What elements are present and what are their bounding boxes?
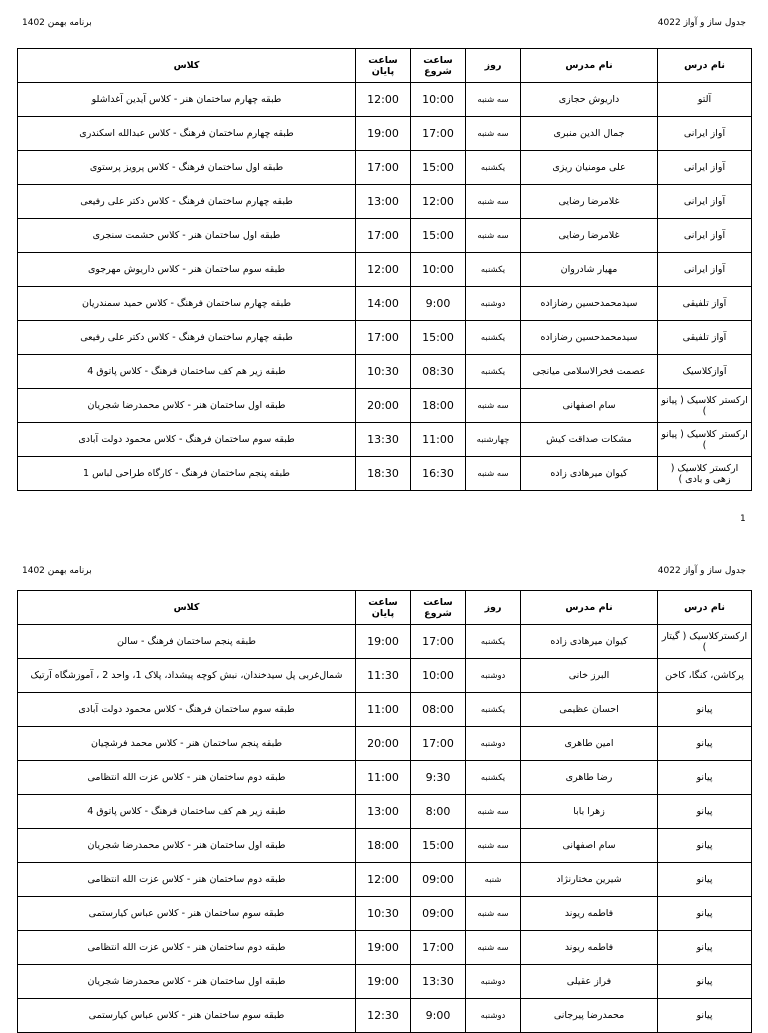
cell-start-time: 08:00 [411,693,466,727]
cell-teacher: غلامرضا رضایی [521,219,658,253]
col-header-course: نام درس [658,591,752,625]
cell-end-time: 19:00 [356,931,411,965]
cell-day: دوشنبه [466,287,521,321]
cell-start-time: 11:00 [411,423,466,457]
cell-start-time: 17:00 [411,117,466,151]
cell-teacher: سام اصفهانی [521,389,658,423]
cell-end-time: 18:30 [356,457,411,491]
table-row [18,185,752,219]
cell-class-location: طبقه سوم ساختمان هنر - کلاس عباس کیارستمی [18,999,356,1033]
cell-day: سه شنبه [466,931,521,965]
table-row [18,999,752,1033]
cell-teacher: فاطمه ریوند [521,931,658,965]
cell-teacher: کیوان میرهادی زاده [521,625,658,659]
cell-end-time: 10:30 [356,897,411,931]
table-row [18,829,752,863]
cell-teacher: غلامرضا رضایی [521,185,658,219]
cell-course: پیانو [658,829,752,863]
table-row [18,253,752,287]
cell-start-time: 17:00 [411,931,466,965]
cell-teacher: جمال الدین منبری [521,117,658,151]
cell-day: سه شنبه [466,389,521,423]
cell-day: سه شنبه [466,795,521,829]
cell-day: دوشنبه [466,727,521,761]
table-row [18,151,752,185]
cell-teacher: احسان عظیمی [521,693,658,727]
cell-start-time: 9:30 [411,761,466,795]
cell-start-time: 15:00 [411,219,466,253]
cell-end-time: 11:00 [356,761,411,795]
table-header-row [18,591,752,625]
col-header-start: ساعت شروع [411,49,466,83]
cell-start-time: 15:00 [411,151,466,185]
cell-day: یکشنبه [466,151,521,185]
cell-day: سه شنبه [466,897,521,931]
cell-end-time: 17:00 [356,321,411,355]
cell-start-time: 10:00 [411,83,466,117]
col-header-class: کلاس [18,49,356,83]
cell-class-location: طبقه زیر هم کف ساختمان فرهنگ - کلاس پاتوق 4 [18,795,356,829]
header-title: جدول ساز و آواز 4022 [657,566,746,576]
cell-start-time: 13:30 [411,965,466,999]
cell-day: دوشنبه [466,999,521,1033]
cell-course: ارکستر کلاسیک ( زهی و بادی ) [658,457,752,491]
cell-day: چهارشنبه [466,423,521,457]
table-row [18,457,752,491]
cell-course: آلتو [658,83,752,117]
cell-start-time: 8:00 [411,795,466,829]
cell-class-location: طبقه دوم ساختمان هنر - کلاس عزت الله انتظامی [18,863,356,897]
cell-class-location: طبقه دوم ساختمان هنر - کلاس عزت الله انتظامی [18,761,356,795]
cell-start-time: 17:00 [411,727,466,761]
cell-teacher: محمدرضا پیرجانی [521,999,658,1033]
cell-end-time: 20:00 [356,389,411,423]
cell-day: یکشنبه [466,253,521,287]
page-number: 1 [740,514,746,524]
col-header-class: کلاس [18,591,356,625]
cell-teacher: مشکات صداقت کیش [521,423,658,457]
table-row [18,761,752,795]
cell-class-location: طبقه سوم ساختمان فرهنگ - کلاس محمود دولت آبادی [18,693,356,727]
cell-teacher: علی مومنیان ریزی [521,151,658,185]
table-header-row [18,49,752,83]
cell-class-location: طبقه اول ساختمان هنر - کلاس محمدرضا شجریان [18,965,356,999]
cell-start-time: 18:00 [411,389,466,423]
cell-course: ارکستر کلاسیک ( پیانو ) [658,389,752,423]
cell-end-time: 20:00 [356,727,411,761]
cell-day: یکشنبه [466,693,521,727]
cell-course: آواز ایرانی [658,253,752,287]
cell-day: یکشنبه [466,761,521,795]
cell-class-location: طبقه چهارم ساختمان فرهنگ - کلاس حمید سمندریان [18,287,356,321]
cell-course: پیانو [658,795,752,829]
cell-start-time: 09:00 [411,897,466,931]
cell-class-location: طبقه دوم ساختمان هنر - کلاس عزت الله انتظامی [18,931,356,965]
cell-day: سه شنبه [466,117,521,151]
cell-end-time: 12:00 [356,83,411,117]
col-header-day: روز [466,49,521,83]
cell-class-location: طبقه اول ساختمان هنر - کلاس محمدرضا شجریان [18,829,356,863]
table-row [18,727,752,761]
cell-course: پیانو [658,761,752,795]
cell-course: پیانو [658,897,752,931]
cell-start-time: 10:00 [411,253,466,287]
table-row [18,219,752,253]
col-header-end: ساعت پایان [356,591,411,625]
cell-class-location: طبقه سوم ساختمان فرهنگ - کلاس محمود دولت آبادی [18,423,356,457]
table-row [18,117,752,151]
cell-teacher: رضا طاهری [521,761,658,795]
cell-start-time: 15:00 [411,321,466,355]
cell-course: آوازکلاسیک [658,355,752,389]
cell-end-time: 18:00 [356,829,411,863]
cell-start-time: 16:30 [411,457,466,491]
table-row [18,693,752,727]
table-row [18,83,752,117]
table-row [18,659,752,693]
cell-class-location: طبقه اول ساختمان هنر - کلاس محمدرضا شجریان [18,389,356,423]
cell-start-time: 17:00 [411,625,466,659]
cell-start-time: 15:00 [411,829,466,863]
cell-course: آواز ایرانی [658,151,752,185]
cell-end-time: 17:00 [356,219,411,253]
cell-course: پیانو [658,931,752,965]
cell-day: سه شنبه [466,185,521,219]
cell-day: سه شنبه [466,829,521,863]
cell-day: دوشنبه [466,965,521,999]
cell-teacher: مهیار شادروان [521,253,658,287]
cell-course: ارکستر کلاسیک ( پیانو ) [658,423,752,457]
cell-day: سه شنبه [466,83,521,117]
cell-end-time: 12:30 [356,999,411,1033]
header-date: برنامه بهمن 1402 [22,18,92,28]
cell-teacher: سیدمحمدحسین رضازاده [521,287,658,321]
cell-teacher: سام اصفهانی [521,829,658,863]
table-row [18,287,752,321]
col-header-teacher: نام مدرس [521,49,658,83]
cell-class-location: طبقه سوم ساختمان هنر - کلاس داریوش مهرجوی [18,253,356,287]
cell-teacher: امین طاهری [521,727,658,761]
cell-teacher: داریوش حجازی [521,83,658,117]
cell-course: آواز ایرانی [658,185,752,219]
cell-start-time: 9:00 [411,999,466,1033]
cell-teacher: شیرین مختارنژاد [521,863,658,897]
cell-day: شنبه [466,863,521,897]
cell-start-time: 09:00 [411,863,466,897]
cell-teacher: سیدمحمدحسین رضازاده [521,321,658,355]
cell-end-time: 12:00 [356,253,411,287]
schedule-table-page-1 [17,48,752,491]
cell-end-time: 17:00 [356,151,411,185]
cell-start-time: 08:30 [411,355,466,389]
cell-end-time: 11:00 [356,693,411,727]
col-header-start: ساعت شروع [411,591,466,625]
cell-course: آواز تلفیقی [658,287,752,321]
col-header-end: ساعت پایان [356,49,411,83]
cell-class-location: طبقه پنجم ساختمان هنر - کلاس محمد فرشچیان [18,727,356,761]
cell-end-time: 12:00 [356,863,411,897]
cell-day: یکشنبه [466,321,521,355]
cell-teacher: زهرا بابا [521,795,658,829]
cell-teacher: فاطمه ریوند [521,897,658,931]
table-row [18,625,752,659]
table-row [18,389,752,423]
cell-class-location: طبقه سوم ساختمان هنر - کلاس عباس کیارستمی [18,897,356,931]
cell-start-time: 12:00 [411,185,466,219]
cell-course: آواز ایرانی [658,117,752,151]
cell-end-time: 13:00 [356,185,411,219]
header-title: جدول ساز و آواز 4022 [657,18,746,28]
cell-class-location: طبقه چهارم ساختمان فرهنگ - کلاس دکتر علی رفیعی [18,321,356,355]
table-row [18,355,752,389]
header-date: برنامه بهمن 1402 [22,566,92,576]
table-row [18,931,752,965]
table-row [18,423,752,457]
document-page-2 [0,548,768,1024]
cell-end-time: 14:00 [356,287,411,321]
table-row [18,897,752,931]
cell-day: یکشنبه [466,625,521,659]
cell-course: پیانو [658,999,752,1033]
cell-end-time: 19:00 [356,117,411,151]
cell-course: آواز تلفیقی [658,321,752,355]
cell-day: دوشنبه [466,659,521,693]
cell-end-time: 19:00 [356,625,411,659]
table-row [18,965,752,999]
cell-class-location: طبقه چهارم ساختمان فرهنگ - کلاس دکتر علی رفیعی [18,185,356,219]
cell-course: ارکسترکلاسیک ( گیتار ) [658,625,752,659]
table-row [18,321,752,355]
cell-teacher: البرز خانی [521,659,658,693]
cell-course: پیانو [658,965,752,999]
cell-class-location: طبقه زیر هم کف ساختمان فرهنگ - کلاس پاتوق 4 [18,355,356,389]
cell-day: سه شنبه [466,219,521,253]
cell-end-time: 13:00 [356,795,411,829]
col-header-day: روز [466,591,521,625]
cell-course: پیانو [658,863,752,897]
cell-day: سه شنبه [466,457,521,491]
cell-course: پیانو [658,727,752,761]
col-header-course: نام درس [658,49,752,83]
cell-day: یکشنبه [466,355,521,389]
cell-class-location: طبقه پنجم ساختمان فرهنگ - سالن [18,625,356,659]
cell-course: آواز ایرانی [658,219,752,253]
cell-teacher: فراز عقیلی [521,965,658,999]
cell-course: پرکاشن، کنگا، کاخن [658,659,752,693]
cell-class-location: شمال‌غربی پل سیدخندان، نبش کوچه پیشداد، پلاک 1، واحد 2 ، آموزشگاه آرتیک [18,659,356,693]
cell-end-time: 13:30 [356,423,411,457]
cell-teacher: کیوان میرهادی زاده [521,457,658,491]
cell-class-location: طبقه اول ساختمان فرهنگ - کلاس پرویز پرستوی [18,151,356,185]
cell-class-location: طبقه پنجم ساختمان فرهنگ - کارگاه طراحی لباس 1 [18,457,356,491]
cell-end-time: 10:30 [356,355,411,389]
col-header-teacher: نام مدرس [521,591,658,625]
cell-class-location: طبقه چهارم ساختمان فرهنگ - کلاس عبدالله اسکندری [18,117,356,151]
cell-end-time: 11:30 [356,659,411,693]
cell-end-time: 19:00 [356,965,411,999]
cell-teacher: عصمت فخرالاسلامی میانجی [521,355,658,389]
cell-class-location: طبقه چهارم ساختمان هنر - کلاس آیدین آغداشلو [18,83,356,117]
cell-course: پیانو [658,693,752,727]
schedule-table-page-2 [17,590,752,1033]
table-row [18,795,752,829]
cell-class-location: طبقه اول ساختمان هنر - کلاس حشمت سنجری [18,219,356,253]
table-row [18,863,752,897]
cell-start-time: 9:00 [411,287,466,321]
cell-start-time: 10:00 [411,659,466,693]
